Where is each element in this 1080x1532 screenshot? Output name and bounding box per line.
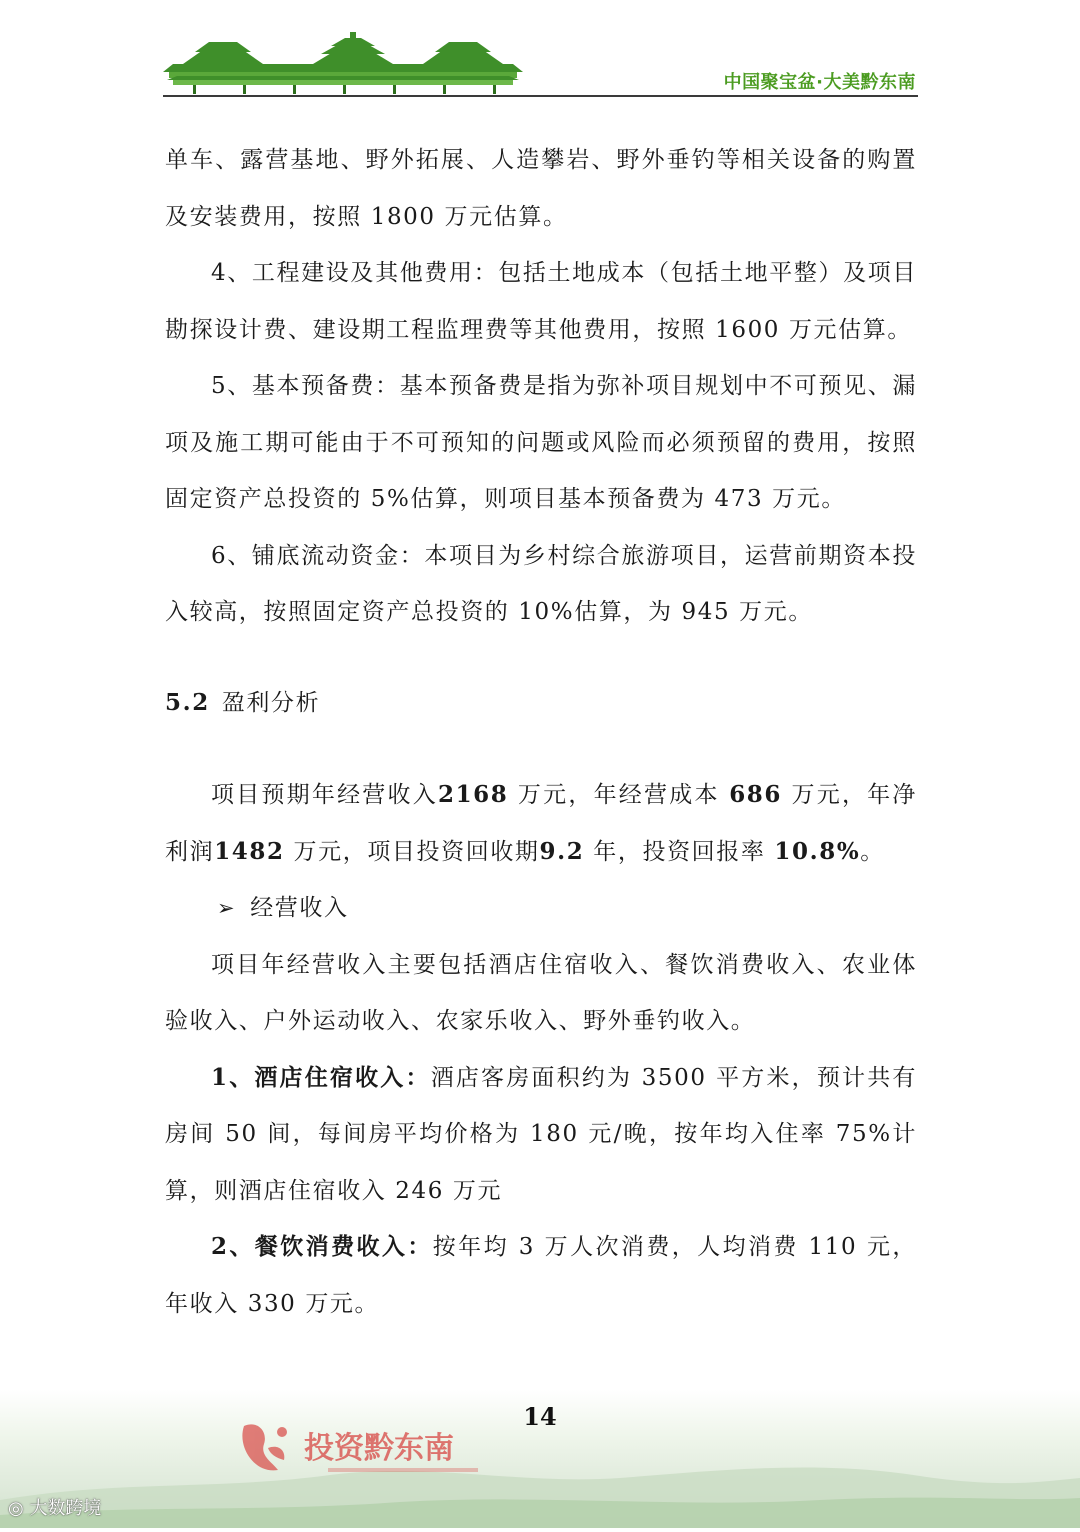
- income-item-label: 2、餐饮消费收入：: [211, 1233, 433, 1260]
- watermark: [8, 1494, 101, 1520]
- income-item-label: 1、酒店住宿收入：: [211, 1063, 431, 1091]
- bullet-label: 经营收入: [250, 895, 349, 921]
- logo-text: 投资黔东南: [304, 1431, 454, 1466]
- paragraph-working-capital: 6、铺底流动资金：本项目为乡村综合旅游项目，运营前期资本投入较高，按照固定资产总投资的 10%估算，为 945 万元。: [165, 542, 917, 625]
- roi-value: 10.8%: [774, 837, 861, 865]
- summary-text: 万元，年净利润: [165, 782, 917, 865]
- summary-text: 万元，年经营成本: [508, 782, 730, 808]
- page-header: [163, 32, 918, 98]
- page-body: [165, 132, 917, 1332]
- bullet-operating-income: [165, 880, 917, 937]
- watermark-icon: ◎: [8, 1498, 30, 1519]
- watermark-text: 大数跨境: [29, 1498, 102, 1519]
- annual-cost-value: 686: [729, 781, 782, 808]
- paragraph-equipment-cost: 单车、露营基地、野外拓展、人造攀岩、野外垂钓等相关设备的购置及安装费用，按照 1800 万元估算。: [165, 147, 917, 230]
- income-intro: 项目年经营收入主要包括酒店住宿收入、餐饮消费收入、农业体验收入、户外运动收入、农家乐收入、野外垂钓收入。: [165, 951, 917, 1034]
- paragraph-construction-cost: 4、工程建设及其他费用：包括土地成本（包括土地平整）及项目勘探设计费、建设期工程监理费等其他费用，按照 1600 万元估算。: [165, 260, 917, 343]
- summary-text: 。: [860, 838, 885, 865]
- summary-text: 年，投资回报率: [584, 838, 775, 865]
- header-divider: [163, 95, 918, 97]
- income-item-text: 酒店客房面积约为 3500 平方米，预计共有房间 50 间，每间房平均价格为 180 元/晚，按年均入住率 75%计算，则酒店住宿收入 246 万元: [165, 1064, 918, 1204]
- income-item-text: 按年均 3 万人次消费，人均消费 110 元，年收入 330 万元。: [165, 1234, 918, 1317]
- summary-text: 项目预期年经营收入: [211, 782, 438, 808]
- income-item-catering: [165, 1219, 917, 1332]
- section-number: 5.2: [165, 688, 210, 716]
- section-title: 盈利分析: [221, 689, 321, 716]
- payback-period-value: 9.2: [539, 837, 585, 865]
- pagoda-banner-icon: [163, 32, 523, 96]
- annual-revenue-value: 2168: [437, 781, 509, 808]
- investment-logo-icon: [238, 1418, 508, 1480]
- page-number: 14: [523, 1402, 557, 1431]
- section-heading: [165, 675, 917, 732]
- summary-text: 万元，项目投资回收期: [284, 838, 540, 865]
- profit-summary: [165, 767, 917, 880]
- header-slogan: 中国聚宝盆·大美黔东南: [723, 72, 916, 93]
- paragraph-reserve-fund: 5、基本预备费：基本预备费是指为弥补项目规划中不可预见、漏项及施工期可能由于不可预知的问题或风险而必须预留的费用，按照固定资产总投资的 5%估算，则项目基本预备费为 473 万元。: [165, 373, 917, 512]
- net-profit-value: 1482: [214, 837, 285, 865]
- income-item-hotel: [165, 1050, 917, 1220]
- arrow-bullet-icon: ➢: [217, 896, 237, 920]
